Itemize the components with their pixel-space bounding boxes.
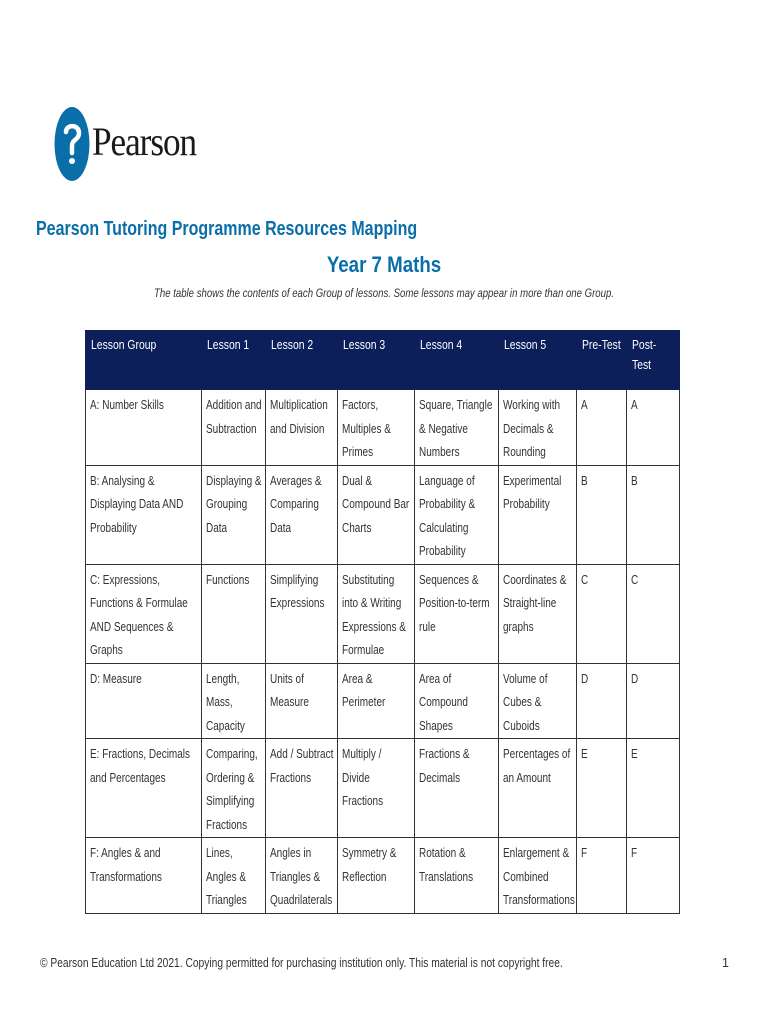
- table-cell: Language of Probability & Calculating Probability: [415, 465, 499, 564]
- lesson-group-cell: C: Expressions, Functions & Formulae AND Sequences & Graphs: [86, 564, 202, 663]
- table-cell: Dual & Compound Bar Charts: [338, 465, 415, 564]
- table-cell: Symmetry & Reflection: [338, 838, 415, 914]
- document-intro: The table shows the contents of each Group of lessons. Some lessons may appear in more than one Group.: [154, 286, 614, 300]
- header-lesson-4: Lesson 4: [415, 331, 499, 390]
- header-lesson-3: Lesson 3: [338, 331, 415, 390]
- pre-test-cell: B: [577, 465, 627, 564]
- table-cell: Factors, Multiples & Primes: [338, 390, 415, 466]
- pre-test-cell: E: [577, 739, 627, 838]
- brand-name: Pearson: [92, 119, 197, 164]
- table-cell: Angles in Triangles & Quadrilaterals: [266, 838, 338, 914]
- table-cell: Multiply / Divide Fractions: [338, 739, 415, 838]
- table-cell: Add / Subtract Fractions: [266, 739, 338, 838]
- post-test-cell: A: [627, 390, 680, 466]
- table-cell: Area & Perimeter: [338, 663, 415, 739]
- table-cell: Addition and Subtraction: [202, 390, 266, 466]
- lesson-group-cell: D: Measure: [86, 663, 202, 739]
- table-cell: Units of Measure: [266, 663, 338, 739]
- resources-mapping-table: [85, 330, 680, 914]
- header-lesson-group: Lesson Group: [86, 331, 202, 390]
- table-row: [86, 465, 680, 564]
- table-cell: Volume of Cubes & Cuboids: [499, 663, 577, 739]
- table-header-row: [86, 331, 680, 390]
- table-cell: Enlargement & Combined Transformations: [499, 838, 577, 914]
- post-test-cell: C: [627, 564, 680, 663]
- table-cell: Lines, Angles & Triangles: [202, 838, 266, 914]
- post-test-cell: E: [627, 739, 680, 838]
- table-cell: Length, Mass, Capacity: [202, 663, 266, 739]
- lesson-group-cell: E: Fractions, Decimals and Percentages: [86, 739, 202, 838]
- table-cell: Experimental Probability: [499, 465, 577, 564]
- table-cell: Area of Compound Shapes: [415, 663, 499, 739]
- table-cell: Percentages of an Amount: [499, 739, 577, 838]
- table-cell: Simplifying Expressions: [266, 564, 338, 663]
- header-post-test: Post-Test: [627, 331, 680, 390]
- table-row: [86, 838, 680, 914]
- table-row: [86, 663, 680, 739]
- table-cell: Sequences & Position-to-term rule: [415, 564, 499, 663]
- post-test-cell: F: [627, 838, 680, 914]
- table-row: [86, 390, 680, 466]
- table-cell: Rotation & Translations: [415, 838, 499, 914]
- table-cell: Multiplication and Division: [266, 390, 338, 466]
- pre-test-cell: D: [577, 663, 627, 739]
- header-lesson-2: Lesson 2: [266, 331, 338, 390]
- table-cell: Averages & Comparing Data: [266, 465, 338, 564]
- table-row: [86, 564, 680, 663]
- header-lesson-5: Lesson 5: [499, 331, 577, 390]
- table-row: [86, 739, 680, 838]
- post-test-cell: B: [627, 465, 680, 564]
- post-test-cell: D: [627, 663, 680, 739]
- pre-test-cell: C: [577, 564, 627, 663]
- pearson-logo: [52, 104, 197, 184]
- page-number: 1: [722, 956, 729, 970]
- document-subtitle: Year 7 Maths: [326, 252, 442, 277]
- header-pre-test: Pre-Test: [577, 331, 627, 390]
- table-cell: Displaying & Grouping Data: [202, 465, 266, 564]
- lesson-group-cell: F: Angles & and Transformations: [86, 838, 202, 914]
- table-cell: Fractions & Decimals: [415, 739, 499, 838]
- table-cell: Functions: [202, 564, 266, 663]
- header-lesson-1: Lesson 1: [202, 331, 266, 390]
- table-cell: Comparing, Ordering & Simplifying Fractions: [202, 739, 266, 838]
- lesson-group-cell: B: Analysing & Displaying Data AND Probability: [86, 465, 202, 564]
- pre-test-cell: A: [577, 390, 627, 466]
- pearson-logo-icon: [54, 106, 90, 182]
- table-cell: Square, Triangle & Negative Numbers: [415, 390, 499, 466]
- pre-test-cell: F: [577, 838, 627, 914]
- lesson-group-cell: A: Number Skills: [86, 390, 202, 466]
- table-cell: Coordinates & Straight-line graphs: [499, 564, 577, 663]
- table-cell: Substituting into & Writing Expressions & Formulae: [338, 564, 415, 663]
- table-cell: Working with Decimals & Rounding: [499, 390, 577, 466]
- document-title: Pearson Tutoring Programme Resources Mapping: [36, 218, 418, 240]
- footer-copyright: © Pearson Education Ltd 2021. Copying permitted for purchasing institution only. This material is not copyright free.: [40, 956, 563, 970]
